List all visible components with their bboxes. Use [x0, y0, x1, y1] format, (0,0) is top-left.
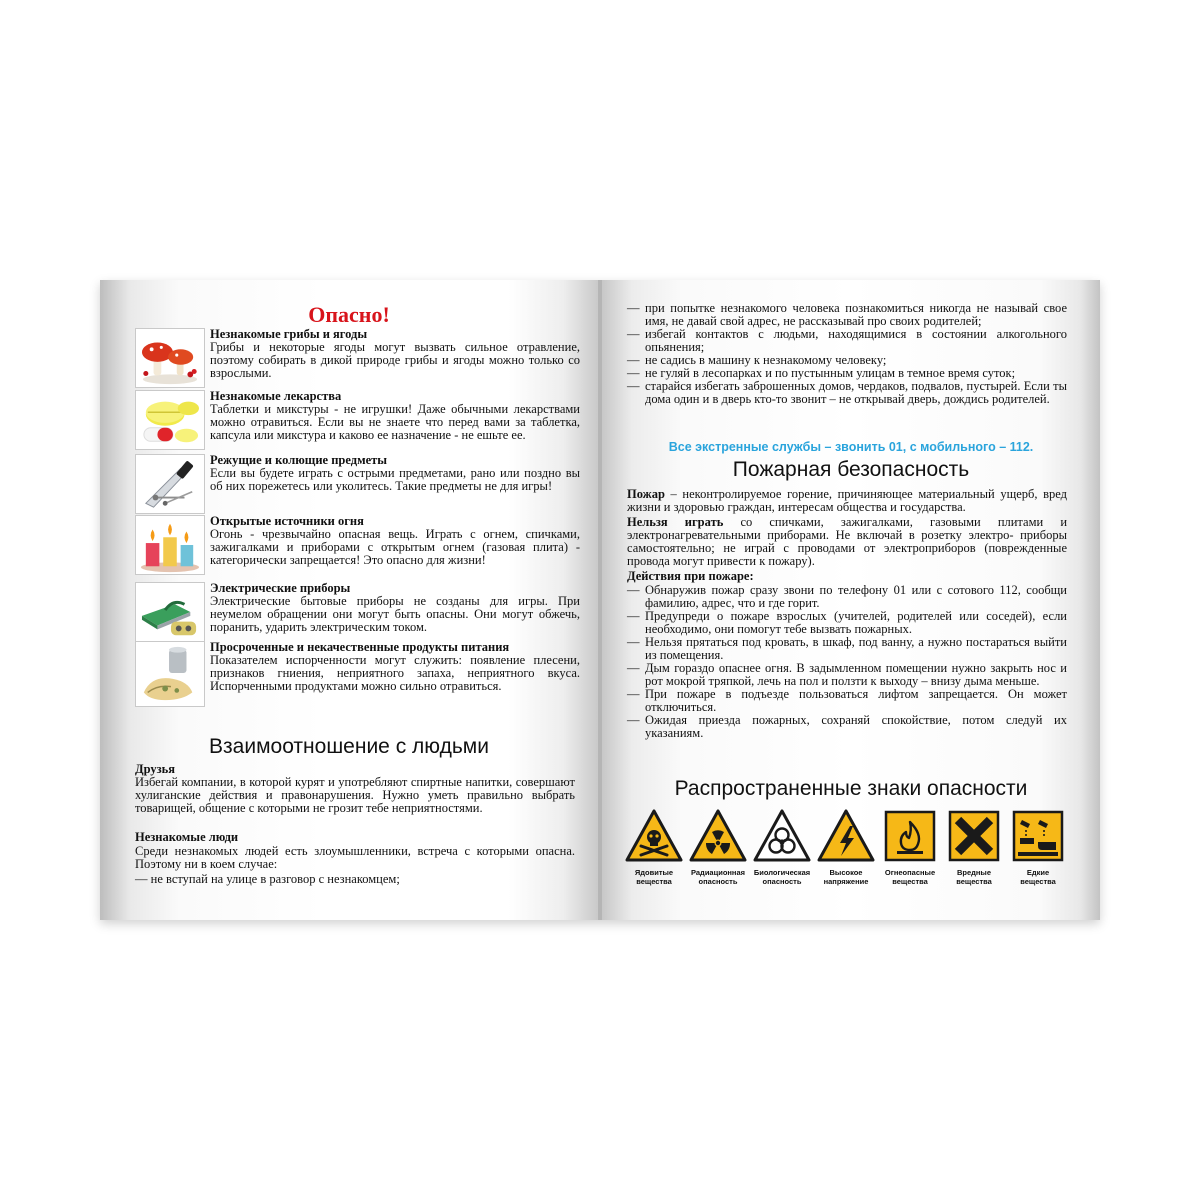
list-item: — не садись в машину к незнакомому человеку; — [627, 353, 887, 367]
left-page — [100, 280, 598, 920]
hazard-signs-heading: Распространенные знаки опасности — [674, 777, 1028, 800]
list-item: — Дым гораздо опаснее огня. В задымленном помещении нужно закрыть нос и рот мокрой тряпкой, лечь на пол и ползти к выходу – внизу дыма меньше. — [627, 661, 1067, 688]
list-item: — При пожаре в подъезде пользоваться лифтом запрещается. Он может отключиться. — [627, 687, 1067, 714]
fire-forbidden: Нельзя играть со спичками, зажигалками, газовыми плитами и электронагревательными приборами. Не включай в розетку электро- приборы самостоятельно; не играй с проводами от электроприборов (поврежденные провода могут привести к пожару). — [627, 515, 1068, 568]
harmful-icon — [944, 808, 1004, 864]
list-item: — Нельзя прятаться под кровать, в шкаф, под ванну, а нужно постараться выйти из помещения. — [627, 635, 1067, 662]
sign-caption: вещества — [892, 877, 928, 886]
page-title: Опасно! — [308, 302, 390, 327]
strangers-title: Незнакомые люди — [135, 830, 239, 844]
sign-caption: опасность — [762, 877, 802, 886]
emergency-numbers: Все экстренные службы – звонить 01, с мобильного – 112. — [668, 440, 1034, 454]
list-item: — старайся избегать заброшенных домов, чердаков, подвалов, пустырей. Если ты дома один и в дверь кто-то звонит – не открывай дверь, дождись родителей. — [627, 379, 1067, 406]
sign-caption: Огнеопасные — [884, 868, 936, 877]
right-page — [602, 280, 1100, 920]
corrosive-icon — [1008, 808, 1068, 864]
list-item: — избегай контактов с людьми, находящимися в состоянии алкогольного опьянения; — [627, 327, 1067, 354]
sign-caption: вещества — [636, 877, 672, 886]
sign-toxic — [624, 808, 684, 886]
item-text: Электрические бытовые приборы не созданы для игры. При неумелом обращении они могут быть опасны. Они могут обжечь, поранить, ударить электрическим током. — [210, 594, 580, 634]
sign-caption: Высокое — [829, 868, 863, 877]
high-voltage-icon — [816, 808, 876, 864]
flammable-icon — [880, 808, 940, 864]
friends-title: Друзья — [135, 762, 176, 776]
friends-text: Избегай компании, в которой курят и употребляют спиртные напитки, совершают хулиганские действия и правонарушения. Нужно уметь правильно выбрать товарищей, общение с которыми не грозит тебе неприятностями. — [135, 775, 575, 815]
knife-icon — [135, 454, 205, 514]
item-title: Незнакомые грибы и ягоды — [210, 327, 368, 341]
sign-caption: Радиационная — [690, 868, 746, 877]
sign-caption: опасность — [698, 877, 738, 886]
list-item: — не гуляй в лесопарках и по пустынным улицам в темное время суток; — [627, 366, 1016, 380]
sign-caption: Биологическая — [753, 868, 811, 877]
sign-radiation — [688, 808, 748, 886]
fire-actions-list — [627, 584, 1067, 740]
biohazard-icon — [752, 808, 812, 864]
stranger-rules-list — [627, 302, 1067, 406]
book-spread — [100, 280, 1100, 920]
item-title: Открытые источники огня — [210, 514, 364, 528]
item-text: Огонь - чрезвычайно опасная вещь. Играть с огнем, спичками, зажигалками и приборами с открытым огнем (газовая плита) - категорически запрещается! Это опасно для жизни! — [210, 527, 580, 567]
fire-safety-heading: Пожарная безопасность — [732, 458, 970, 481]
mushrooms-icon — [135, 328, 205, 388]
list-item: — Предупреди о пожаре взрослых (учителей, родителей или соседей), если необходимо, они помогут тебе вызвать пожарных. — [627, 609, 1067, 636]
radiation-icon — [688, 808, 748, 864]
item-title: Просроченные и некачественные продукты питания — [210, 640, 510, 654]
spoiled-food-icon — [135, 641, 205, 707]
candles-icon — [135, 515, 205, 575]
item-text: Грибы и некоторые ягоды могут вызвать сильное отравление, поэтому собирать в дикой природе грибы и ягоды можно только со взрослыми. — [210, 340, 580, 380]
list-item: — Обнаружив пожар сразу звони по телефону 01 или с сотового 112, сообщи фамилию, адрес, что и где горит. — [627, 583, 1067, 610]
toxic-icon — [624, 808, 684, 864]
item-title: Электрические приборы — [210, 581, 351, 595]
fire-actions-title: Действия при пожаре: — [627, 569, 754, 583]
strangers-rule: — не вступай на улице в разговор с незнакомцем; — [135, 872, 400, 886]
hazard-signs-row — [624, 808, 1074, 898]
list-item: — при попытке незнакомого человека познакомиться никогда не называй свое имя, не давай свой адрес, не рассказывай про своих родителей; — [627, 301, 1067, 328]
sign-caption: вещества — [956, 877, 992, 886]
sign-flammable — [880, 808, 940, 886]
sign-biohazard — [752, 808, 812, 886]
list-item: — Ожидая приезда пожарных, сохраняй спокойствие, потом следуй их указаниям. — [627, 713, 1067, 740]
fire-definition: Пожар – неконтролируемое горение, причиняющее материальный ущерб, вред жизни и здоровью граждан, интересам общества и государства. — [627, 487, 1067, 514]
item-text: Если вы будете играть с острыми предметами, рано или поздно вы об них порежетесь или уколитесь. Такие предметы не для игры! — [210, 466, 580, 493]
sign-harmful — [944, 808, 1004, 886]
item-text: Показателем испорченности могут служить: появление плесени, признаков гниения, неприятного запаха, неприятного вкуса. Испорченными продуктами можно сильно отравиться. — [210, 653, 580, 693]
sign-caption: Едкие — [1026, 868, 1050, 877]
sign-caption: Вредные — [956, 868, 992, 877]
sign-caption: напряжение — [823, 877, 869, 886]
sign-corrosive — [1008, 808, 1068, 886]
sign-high-voltage — [816, 808, 876, 886]
strangers-text: Среди незнакомых людей есть злоумышленники, встреча с которыми опасна. Поэтому ни в коем случае: — [135, 844, 575, 871]
relations-heading: Взаимоотношение с людьми — [209, 735, 489, 758]
sign-caption: вещества — [1020, 877, 1056, 886]
item-text: Таблетки и микстуры - не игрушки! Даже обычными лекарствами можно отравиться. Если вы не знаете что перед вами за таблетка, капсула или микстура и каково ее назначение - не ешьте ее. — [210, 402, 580, 442]
pills-icon — [135, 390, 205, 450]
item-title: Режущие и колющие предметы — [210, 453, 388, 467]
sign-caption: Ядовитые — [634, 868, 674, 877]
item-title: Незнакомые лекарства — [210, 389, 342, 403]
iron-icon — [135, 582, 205, 642]
